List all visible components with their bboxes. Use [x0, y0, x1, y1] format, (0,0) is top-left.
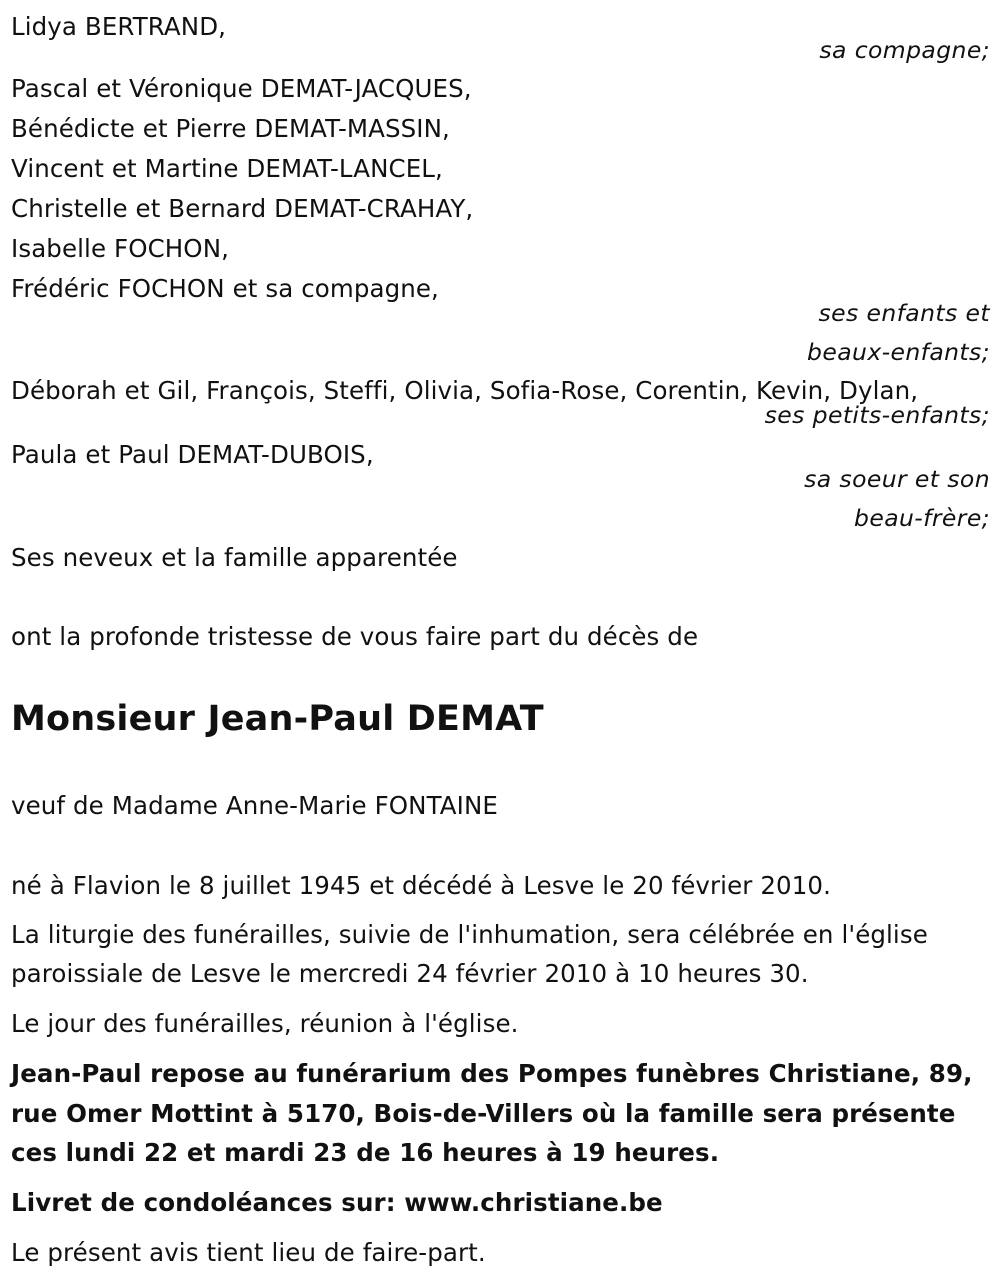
birth-death-line: né à Flavion le 8 juillet 1945 et décédé à Lesve le 20 février 2010. — [11, 871, 831, 900]
reunion-line: Le jour des funérailles, réunion à l'église. — [11, 1009, 519, 1038]
ceremony-line-2: paroissiale de Lesve le mercredi 24 février 2010 à 10 heures 30. — [11, 959, 809, 988]
visitation-line-2: rue Omer Mottint à 5170, Bois-de-Villers où la famille sera présente — [11, 1099, 956, 1128]
condolences-line: Livret de condoléances sur: www.christiane.be — [11, 1188, 663, 1217]
visitation-line-3: ces lundi 22 et mardi 23 de 16 heures à 19 heures. — [11, 1138, 720, 1167]
spouse-line: veuf de Madame Anne-Marie FONTAINE — [11, 791, 498, 820]
child-line-5: Isabelle FOCHON, — [11, 234, 230, 263]
role-sibling-line-2: beau-frère; — [854, 504, 990, 532]
child-line-1: Pascal et Véronique DEMAT-JACQUES, — [11, 74, 472, 103]
child-line-3: Vincent et Martine DEMAT-LANCEL, — [11, 154, 443, 183]
child-line-2: Bénédicte et Pierre DEMAT-MASSIN, — [11, 114, 450, 143]
role-grandchildren: ses petits-enfants; — [764, 401, 990, 429]
sibling-line: Paula et Paul DEMAT-DUBOIS, — [11, 440, 374, 469]
role-children-line-1: ses enfants et — [818, 299, 990, 327]
grandchildren-line: Déborah et Gil, François, Steffi, Olivia, Sofia-Rose, Corentin, Kevin, Dylan, — [11, 376, 919, 405]
child-line-6: Frédéric FOCHON et sa compagne, — [11, 274, 439, 303]
role-sibling-line-1: sa soeur et son — [804, 465, 990, 493]
role-children-line-2: beaux-enfants; — [807, 338, 990, 366]
role-partner: sa compagne; — [819, 36, 990, 64]
relatives-line: Ses neveux et la famille apparentée — [11, 543, 458, 572]
announcement-text: ont la profonde tristesse de vous faire part du décès de — [11, 622, 699, 651]
child-line-4: Christelle et Bernard DEMAT-CRAHAY, — [11, 194, 474, 223]
family-line-partner: Lidya BERTRAND, — [11, 12, 227, 41]
deceased-name: Monsieur Jean-Paul DEMAT — [11, 699, 544, 739]
ceremony-line-1: La liturgie des funérailles, suivie de l'inhumation, sera célébrée en l'église — [11, 920, 928, 949]
visitation-line-1: Jean-Paul repose au funérarium des Pompes funèbres Christiane, 89, — [11, 1059, 973, 1088]
footer-note: Le présent avis tient lieu de faire-part. — [11, 1238, 486, 1267]
